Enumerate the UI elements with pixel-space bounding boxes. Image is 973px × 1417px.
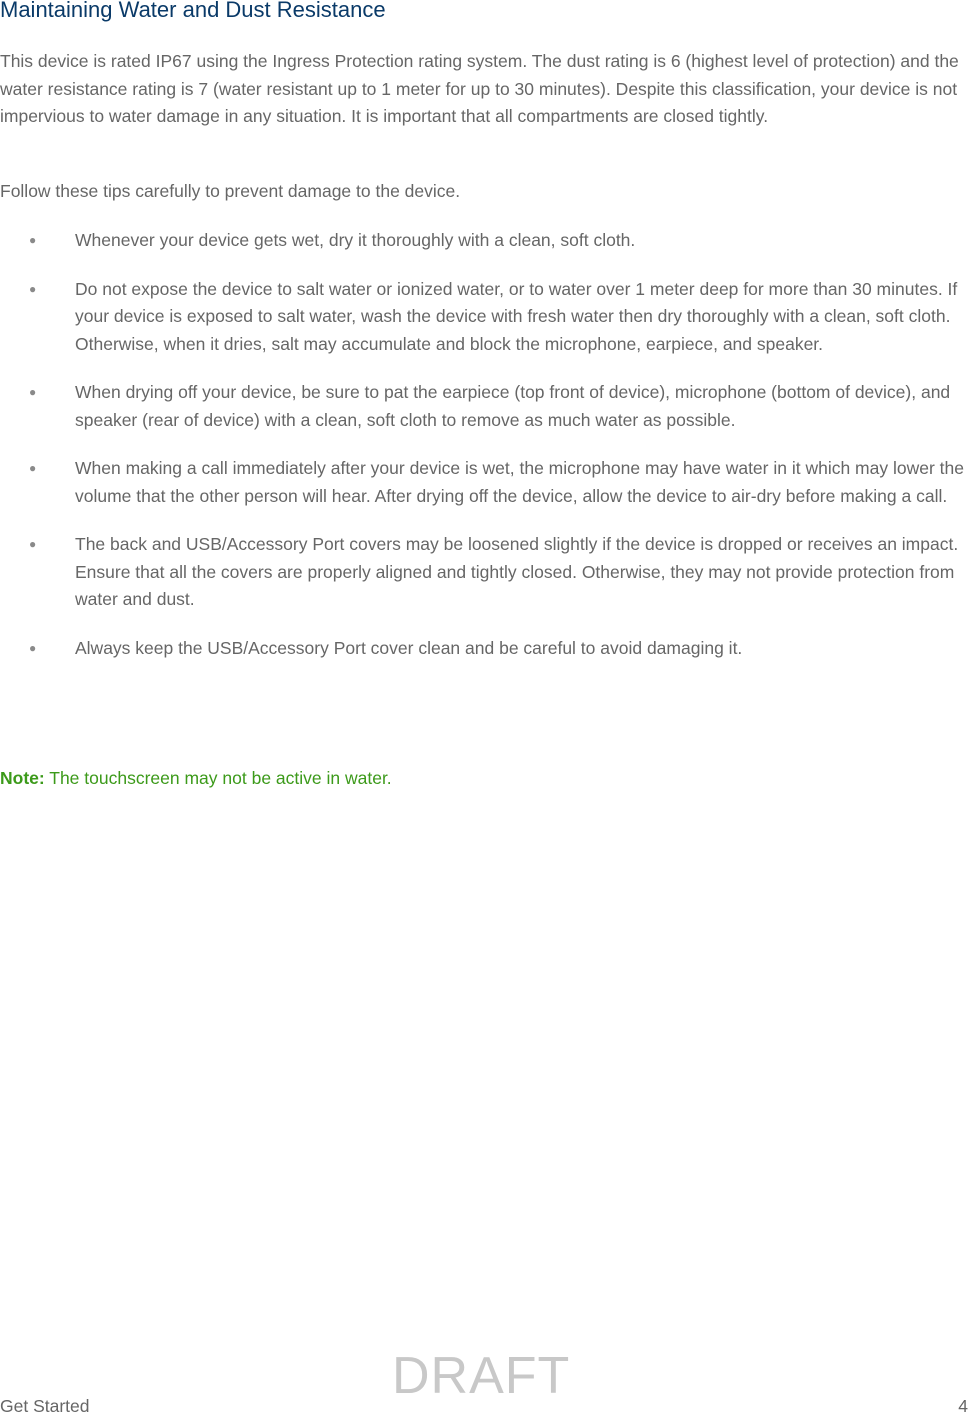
list-item-text: When drying off your device, be sure to pat the earpiece (top front of device), microphone (bottom of device), and speaker (rear of device) with a clean, soft cloth to remove as much water as possible. (75, 382, 951, 430)
list-item-text: Always keep the USB/Accessory Port cover clean and be careful to avoid damaging it. (75, 637, 743, 658)
draft-watermark: DRAFT (392, 1347, 571, 1405)
bullet-icon: ● (29, 385, 37, 399)
list-item-text: The back and USB/Accessory Port covers may be loosened slightly if the device is dropped or receives an impact. Ensure that all the covers are properly aligned and tightly closed. Otherwise, they may not provide protection from water and dust. (75, 534, 959, 609)
list-item (0, 635, 973, 663)
intro-paragraph: This device is rated IP67 using the Ingress Protection rating system. The dust rating is 6 (highest level of protection) and the water resistance rating is 7 (water resistant up to 1 meter for up to 30 minutes). Despite this classification, your device is not impervious to water damage in any situation. It is important that all compartments are closed tightly. (0, 51, 959, 126)
list-item-text: When making a call immediately after your device is wet, the microphone may have water in it which may lower the volume that the other person will hear. After drying off the device, allow the device to air-dry before making a call. (75, 458, 964, 506)
list-item (0, 227, 973, 255)
tips-list (0, 227, 973, 683)
list-item (0, 455, 973, 510)
footer-section-name: Get Started (0, 1396, 90, 1416)
bullet-icon: ● (29, 281, 37, 296)
bullet-icon: ● (29, 461, 37, 475)
note-label: Note: (0, 768, 45, 788)
list-item (0, 276, 973, 359)
list-item-text: Whenever your device gets wet, dry it thoroughly with a clean, soft cloth. (75, 230, 636, 250)
bullet-icon: ● (29, 537, 37, 551)
list-item-text: Do not expose the device to salt water or ionized water, or to water over 1 meter deep for more than 30 minutes. If your device is exposed to salt water, wash the device with fresh water then dry thoroughly with a clean, soft cloth. Otherwise, when it dries, salt may accumulate and block the microphone, earpiece, and speaker. (75, 278, 958, 354)
list-item (0, 531, 973, 614)
bullet-icon: ● (29, 640, 37, 655)
section-heading: Maintaining Water and Dust Resistance (0, 0, 386, 22)
tips-intro-paragraph: Follow these tips carefully to prevent damage to the device. (0, 181, 461, 201)
list-item (0, 379, 973, 434)
note-text: The touchscreen may not be active in water. (44, 768, 392, 788)
bullet-icon: ● (29, 233, 37, 247)
note (0, 765, 392, 793)
footer-page-number: 4 (958, 1396, 968, 1416)
